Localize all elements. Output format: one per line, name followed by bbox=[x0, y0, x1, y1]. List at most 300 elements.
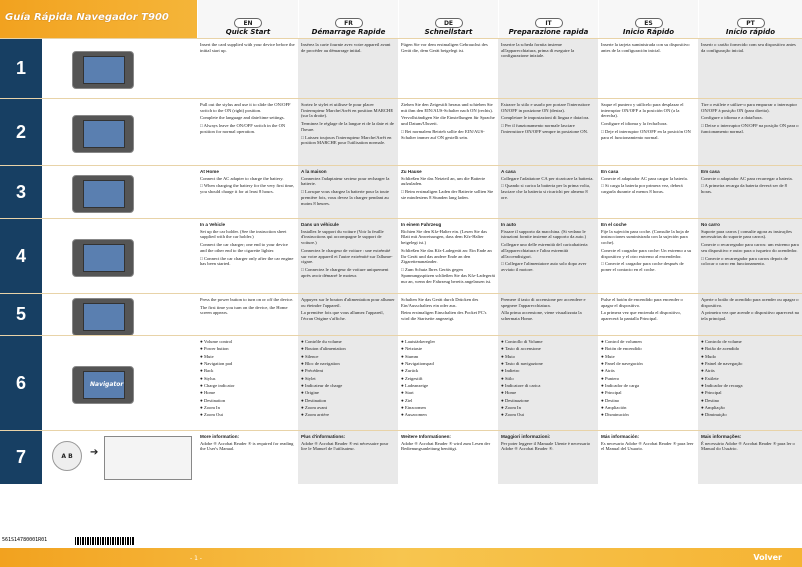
step-row-6 bbox=[0, 335, 802, 430]
component-label: Zoom Out bbox=[203, 412, 223, 418]
device-illustration bbox=[42, 166, 197, 218]
note-icon: □ bbox=[701, 255, 705, 261]
cell-text: Conecte el adaptador AC para cargar la batería. bbox=[601, 175, 688, 181]
cell-title: At Home bbox=[200, 169, 219, 174]
component-label: Back bbox=[203, 368, 214, 374]
component-label: Origine bbox=[304, 390, 319, 396]
cell-text: Set up the car holder. (See the instruction sheet supplied with the car holder.) bbox=[200, 228, 287, 240]
component-item bbox=[501, 398, 595, 404]
number-bullet-icon: ● bbox=[200, 397, 204, 403]
step-number: 7 bbox=[0, 431, 42, 484]
number-bullet-icon: ● bbox=[200, 382, 204, 388]
cell-text: Appuyez sur le bouton d'alimentation pour allumer ou éteindre l'appareil. bbox=[301, 297, 395, 308]
component-label: Lautstärkeregler bbox=[404, 339, 436, 344]
device-screen bbox=[83, 244, 125, 272]
note-item bbox=[401, 189, 495, 200]
cell-title: Más información: bbox=[601, 434, 640, 439]
component-item bbox=[501, 346, 595, 352]
step-row-1 bbox=[0, 38, 802, 98]
note-icon: □ bbox=[401, 267, 405, 273]
number-bullet-icon: ● bbox=[601, 412, 605, 418]
cell-title: Dans un véhicule bbox=[301, 222, 339, 227]
cell-text: Fügen Sie vor dem erstmaligen Gebrauchst des Gerät die, dem Gerät beigelegt ist. bbox=[401, 42, 488, 53]
cell-text: A primeira vez que acende o dispositivo aparecerá na tela principal. bbox=[701, 310, 799, 322]
cell-title: Maggiori informazioni: bbox=[501, 434, 551, 439]
component-label: Ampliação bbox=[704, 404, 725, 410]
component-item bbox=[401, 368, 495, 374]
component-label: Atrás bbox=[704, 368, 715, 374]
note-text: Lorsque vous chargez la batterie pour la toute première fois, vous devez la charger pendant au moins 8 heures. bbox=[301, 189, 389, 206]
step-cell-es bbox=[598, 39, 698, 98]
component-item bbox=[200, 398, 295, 404]
component-item bbox=[401, 339, 495, 345]
note-text: Bei normalem Betrieb sollte der EIN/AUS-Schalter immer auf ON gestellt sein. bbox=[401, 128, 485, 140]
step-cell-fr bbox=[298, 431, 398, 484]
component-label: Ampliación bbox=[604, 404, 627, 410]
cell-title: Weitere Informationen: bbox=[401, 434, 451, 439]
component-label: Indietro bbox=[504, 368, 520, 374]
note-text: Deixe o interruptor ON/OFF na posição ON para o funcionamento normal. bbox=[701, 123, 799, 134]
component-label: Destination bbox=[203, 397, 226, 403]
component-item bbox=[601, 412, 695, 418]
step-cell-fr bbox=[298, 99, 398, 165]
number-bullet-icon: ● bbox=[601, 353, 605, 359]
component-label: Estilete bbox=[704, 375, 719, 381]
note-icon: □ bbox=[701, 183, 705, 189]
component-item bbox=[601, 361, 695, 367]
note-text: Collegare l'alimentatore auto solo dopo aver avviato il motore. bbox=[501, 261, 587, 273]
lang-header-es bbox=[598, 0, 698, 38]
number-bullet-icon: ● bbox=[301, 404, 305, 410]
note-item bbox=[301, 189, 395, 206]
cell-title: In a Vehicle bbox=[200, 222, 226, 227]
number-bullet-icon: ● bbox=[200, 412, 204, 418]
note-text: Conecte o recarregador para carros depois de colocar o carro em funcionamento. bbox=[701, 255, 788, 267]
step-cell-en bbox=[197, 336, 298, 430]
number-bullet-icon: ● bbox=[401, 339, 405, 344]
number-bullet-icon: ● bbox=[301, 382, 305, 388]
note-icon: □ bbox=[301, 189, 305, 195]
cell-text: The first time you turn on the device, the Home screen appears. bbox=[200, 304, 288, 316]
cell-text: Press the power button to turn on or off the device. bbox=[200, 297, 294, 302]
number-bullet-icon: ● bbox=[501, 375, 505, 381]
component-item bbox=[701, 383, 799, 389]
note-icon: □ bbox=[501, 183, 505, 189]
step-cell-it bbox=[498, 219, 598, 293]
note-list bbox=[701, 123, 799, 134]
note-item bbox=[401, 129, 495, 140]
component-label: Zurück bbox=[404, 368, 419, 374]
component-label: Muto bbox=[504, 353, 515, 359]
step-cell-pt bbox=[698, 336, 802, 430]
lang-code-badge: ES bbox=[635, 18, 663, 28]
step-cell-it bbox=[498, 431, 598, 484]
component-label: Puntero bbox=[604, 375, 620, 381]
number-bullet-icon: ● bbox=[401, 412, 405, 418]
note-list bbox=[501, 261, 595, 272]
note-item bbox=[501, 261, 595, 272]
note-text: Connect the car charger only after the car engine has been started. bbox=[200, 255, 294, 267]
component-item bbox=[601, 398, 695, 404]
component-label: Diminuição bbox=[704, 412, 727, 418]
note-icon: □ bbox=[601, 128, 605, 134]
note-text: A primeira recarga da bateria deverá ser de 8 horas. bbox=[701, 183, 787, 195]
component-label: Destino bbox=[604, 397, 620, 403]
cell-text: Connect the car charger; one end to your device and the other end to the cigarette lighter. bbox=[200, 242, 288, 253]
component-item bbox=[200, 361, 295, 367]
step-cell-it bbox=[498, 336, 598, 430]
cell-text: Pulse el botón de encendido para encender o apagar el dispositivo. bbox=[601, 297, 683, 308]
component-item bbox=[701, 339, 799, 345]
component-label: Bloc de navigation bbox=[304, 360, 340, 366]
note-icon: □ bbox=[200, 183, 204, 189]
lang-header-pt bbox=[698, 0, 802, 38]
component-item bbox=[301, 398, 395, 404]
component-label: Destino bbox=[704, 397, 720, 403]
page-number: - 1 - bbox=[190, 555, 202, 562]
component-label: Auszoomen bbox=[404, 412, 427, 418]
component-item bbox=[401, 361, 495, 367]
component-label: Bouton d'alimentation bbox=[304, 346, 346, 352]
lang-title: Schnellstart bbox=[424, 28, 473, 36]
component-label: Indicatore di carica bbox=[504, 382, 541, 388]
lang-code-badge: EN bbox=[234, 18, 262, 28]
component-list bbox=[401, 339, 495, 418]
step-cell-de bbox=[398, 431, 498, 484]
footer-banner bbox=[0, 548, 802, 567]
component-label: Précédent bbox=[304, 368, 324, 374]
note-icon: □ bbox=[601, 183, 605, 189]
component-item bbox=[601, 390, 695, 396]
brand-title: Guía Rápida Navegador T900 bbox=[5, 12, 169, 23]
component-label: Ladeanzeige bbox=[404, 382, 429, 388]
number-bullet-icon: ● bbox=[301, 368, 305, 374]
step-number: 4 bbox=[0, 219, 42, 293]
cell-text: Beim erstmaligen Einschalten des Pocket PC's wird die Startseite angezeigt. bbox=[401, 310, 487, 322]
component-item bbox=[200, 346, 295, 352]
component-label: Tasto di accensione bbox=[504, 346, 541, 352]
number-bullet-icon: ● bbox=[200, 404, 204, 410]
step-cell-pt bbox=[698, 294, 802, 335]
component-item bbox=[401, 354, 495, 360]
cell-title: A casa bbox=[501, 169, 516, 174]
note-item bbox=[401, 267, 495, 284]
note-icon: □ bbox=[501, 261, 505, 267]
number-bullet-icon: ● bbox=[301, 397, 305, 403]
cell-text: Configure o idioma e a data/hora. bbox=[701, 115, 763, 121]
step-cell-fr bbox=[298, 294, 398, 335]
component-label: Botón de encendido bbox=[604, 346, 642, 352]
component-item bbox=[501, 412, 595, 418]
note-list bbox=[601, 183, 695, 194]
component-label: Zeigestift bbox=[404, 375, 423, 381]
number-bullet-icon: ● bbox=[401, 346, 405, 352]
component-list bbox=[501, 339, 595, 418]
cell-title: No carro bbox=[701, 222, 720, 227]
note-icon: □ bbox=[401, 128, 405, 134]
note-icon: □ bbox=[200, 255, 204, 261]
cell-text: Connectez l'adaptateur secteur pour recharger la batterie. bbox=[301, 175, 390, 187]
component-item bbox=[501, 354, 595, 360]
number-bullet-icon: ● bbox=[601, 397, 605, 403]
component-label: Contrôle du volume bbox=[304, 339, 342, 344]
component-item bbox=[401, 398, 495, 404]
component-item bbox=[200, 339, 295, 345]
component-label: Navigationspad bbox=[404, 360, 434, 366]
number-bullet-icon: ● bbox=[701, 382, 705, 388]
cell-text: Ziehen Sie den Zeigestift heraus und schieben Sie mit ihm den EIN/AUS-Schalter nach ON (rechts). bbox=[401, 102, 493, 113]
cell-title: In auto bbox=[501, 222, 517, 227]
number-bullet-icon: ● bbox=[501, 412, 505, 418]
component-item bbox=[301, 405, 395, 411]
step-cell-en bbox=[197, 39, 298, 98]
note-text: Si carga la batería por primera vez, deberá cargarla durante al menos 8 horas. bbox=[601, 183, 683, 195]
component-item bbox=[701, 376, 799, 382]
arrow-right-icon: ➔ bbox=[90, 447, 99, 458]
component-label: Netztaste bbox=[404, 346, 423, 352]
cell-text: Complete the language and date/time settings. bbox=[200, 115, 285, 121]
cell-text: Pull out the stylus and use it to slide the ON/OFF switch to the ON (right) position. bbox=[200, 102, 291, 113]
barcode-number: 561S14780001R01 bbox=[2, 537, 48, 543]
step-cell-de bbox=[398, 219, 498, 293]
cell-text: Configure el idioma y la fecha/hora. bbox=[601, 121, 668, 127]
note-list bbox=[200, 123, 295, 134]
note-icon: □ bbox=[601, 261, 605, 267]
number-bullet-icon: ● bbox=[601, 382, 605, 388]
component-item bbox=[601, 405, 695, 411]
device-image bbox=[72, 115, 134, 153]
cell-text: La première fois que vous allumez l'appareil, l'écran Origine s'affiche. bbox=[301, 310, 384, 322]
device-illustration bbox=[42, 39, 197, 98]
note-item bbox=[301, 135, 395, 146]
note-item bbox=[601, 261, 695, 272]
lang-title: Inicio Rápido bbox=[622, 28, 675, 36]
cell-text: Schließen Sie das Kfz-Ladegerät an: Ein Ende an Ihr Gerät und das andere Ende an den Zigarettenanzünder. bbox=[401, 247, 492, 265]
component-label: Navigation pad bbox=[203, 360, 233, 366]
cell-text: Premere il tasto di accensione per accendere e spegnere l'apparecchiatura. bbox=[501, 297, 586, 308]
cell-text: Inserte la tarjeta suministrada con su dispositivo antes de la configuración inicial. bbox=[601, 42, 690, 53]
component-label: Zoom In bbox=[504, 404, 521, 410]
component-label: Principal bbox=[604, 390, 622, 396]
note-text: Always leave the ON/OFF switch in the ON position for normal operation. bbox=[200, 123, 286, 134]
lang-header-fr bbox=[298, 0, 398, 38]
note-text: Quando si carica la batteria per la prima volta, lasciare che la batteria si ricarichi per almeno 8 ore. bbox=[501, 183, 591, 200]
number-bullet-icon: ● bbox=[401, 375, 405, 381]
note-list bbox=[601, 129, 695, 140]
note-icon: □ bbox=[200, 123, 204, 129]
cell-text: Conecte o recarregador para carros: um extremo para seu dispositivo e outro para o isqueiro do acendedor. bbox=[701, 242, 799, 253]
note-list bbox=[701, 183, 799, 194]
note-text: When charging the battery for the very first time, you should charge it for at least 8 hours. bbox=[200, 183, 295, 195]
device-screen bbox=[83, 120, 125, 148]
step-cell-en bbox=[197, 431, 298, 484]
cell-text: Tire o estilete e utilize-o para empurrar o interruptor ON/OFF à posição ON (para direita). bbox=[701, 102, 798, 113]
number-bullet-icon: ● bbox=[301, 390, 305, 396]
screen-logo-text: Navigator bbox=[90, 380, 124, 388]
note-item bbox=[200, 183, 295, 194]
device-illustration bbox=[42, 99, 197, 165]
cell-text: Collegare l'adattatore CA per ricaricare la batteria. bbox=[501, 175, 594, 181]
number-bullet-icon: ● bbox=[401, 397, 405, 403]
note-text: Zum Schutz Ihres Geräts gegen Spannungsspitzen schließen Sie das Kfz-Ladegerät nur an, wenn der Fahrzeug bereits angelassen ist. bbox=[401, 267, 495, 284]
component-item bbox=[301, 412, 395, 418]
device-illustration bbox=[42, 294, 197, 335]
component-label: Mute bbox=[604, 353, 615, 359]
cell-title: Zu Hause bbox=[401, 169, 422, 174]
step-number: 6 bbox=[0, 336, 42, 430]
component-label: Botão de acendido bbox=[704, 346, 740, 352]
step-cell-en bbox=[197, 99, 298, 165]
cell-text: Es necesario Adobe ® Acrobat Reader ® para leer el Manual del Usuario. bbox=[601, 440, 694, 452]
note-item bbox=[701, 256, 799, 267]
cell-text: Insérez la carte fournie avec votre appareil avant de procéder au démarrage initial. bbox=[301, 42, 391, 53]
component-label: Indicateur de charge bbox=[304, 382, 343, 388]
component-label: Ziel bbox=[404, 397, 413, 403]
component-item bbox=[200, 368, 295, 374]
component-list bbox=[601, 339, 695, 418]
component-item bbox=[401, 390, 495, 396]
component-item bbox=[401, 412, 495, 418]
steps-table bbox=[0, 38, 802, 522]
cell-text: La primera vez que encienda el dispositivo, aparecerá la pantalla Principal. bbox=[601, 310, 681, 322]
step-cell-it bbox=[498, 39, 598, 98]
component-label: Controlo de volume bbox=[704, 339, 742, 344]
note-text: Conecte el cargador para coche después de poner el contacto en el coche. bbox=[601, 261, 684, 273]
component-item bbox=[501, 368, 595, 374]
component-item bbox=[301, 368, 395, 374]
step-cell-pt bbox=[698, 219, 802, 293]
number-bullet-icon: ● bbox=[701, 375, 705, 381]
step-row-2 bbox=[0, 98, 802, 165]
device-image bbox=[72, 366, 134, 404]
cell-text: Alla prima accensione, viene visualizzata la schermata Home. bbox=[501, 310, 582, 322]
cell-text: Completare le impostazioni di lingua e data/ora. bbox=[501, 115, 590, 121]
number-bullet-icon: ● bbox=[200, 339, 204, 344]
component-item bbox=[601, 383, 695, 389]
cell-text: Schalten Sie das Gerät durch Drücken des Ein/Ausschalters ein oder aus. bbox=[401, 297, 479, 308]
number-bullet-icon: ● bbox=[701, 390, 705, 396]
number-bullet-icon: ● bbox=[200, 346, 204, 352]
step-cell-pt bbox=[698, 166, 802, 218]
cell-text: Inserire la scheda fornita insieme all'apparecchiatura, prima di eseguire la configurazione iniziale. bbox=[501, 42, 575, 59]
lang-code-badge: PT bbox=[737, 18, 765, 28]
component-label: Home bbox=[203, 390, 216, 396]
component-item bbox=[501, 376, 595, 382]
cell-text: Collegare uno delle estremità del caricabatteria all'apparecchiatura e l'altra estremità all'accendisigari. bbox=[501, 242, 588, 259]
cell-text: Fije la sujeción para coche. (Consulte la hoja de instrucciones suministrada con la sujeción para coche). bbox=[601, 228, 690, 246]
number-bullet-icon: ● bbox=[701, 397, 705, 403]
cell-text: Terminez le réglage de la langue et de la date et de l'heure. bbox=[301, 121, 394, 132]
step-cell-fr bbox=[298, 39, 398, 98]
component-label: Zoom In bbox=[203, 404, 220, 410]
cell-text: Richten Sie den Kfz-Halter ein. (Lesen Sie das Blatt mit Anweisungen, dass dem Kfz-Halter beigelegt ist.) bbox=[401, 228, 487, 246]
component-label: Atrás bbox=[604, 368, 615, 374]
step-cell-pt bbox=[698, 99, 802, 165]
cell-text: Insert the card supplied with your device before the initial start up. bbox=[200, 42, 295, 53]
device-illustration bbox=[42, 336, 197, 430]
component-item bbox=[601, 339, 695, 345]
step-cell-fr bbox=[298, 166, 398, 218]
lang-code-badge: IT bbox=[535, 18, 563, 28]
component-item bbox=[401, 405, 495, 411]
back-link[interactable]: Volver bbox=[753, 553, 782, 562]
cell-text: Connect the AC adapter to charge the battery. bbox=[200, 175, 284, 181]
number-bullet-icon: ● bbox=[601, 339, 605, 344]
step-row-5 bbox=[0, 293, 802, 335]
component-label: Volume control bbox=[203, 339, 233, 344]
step-cell-pt bbox=[698, 39, 802, 98]
component-item bbox=[200, 354, 295, 360]
note-item bbox=[701, 183, 799, 194]
component-label: Mudo bbox=[704, 353, 716, 359]
component-label: Stylet bbox=[304, 375, 316, 381]
note-item bbox=[200, 256, 295, 267]
cell-title: In einem Fahrzeug bbox=[401, 222, 442, 227]
step-cell-es bbox=[598, 294, 698, 335]
component-list bbox=[301, 339, 395, 418]
cell-title: Mais informações: bbox=[701, 434, 742, 439]
step-number: 2 bbox=[0, 99, 42, 165]
cell-text: É necessário Adobe ® Acrobat Reader ® para ler o Manual do Usuário. bbox=[701, 440, 795, 452]
cell-text: Vervollständigen Sie die Einstellungen für Sprache und Datum/Uhrzeit. bbox=[401, 115, 495, 127]
component-item bbox=[200, 412, 295, 418]
note-list bbox=[401, 129, 495, 140]
number-bullet-icon: ● bbox=[701, 346, 705, 352]
component-item bbox=[301, 354, 395, 360]
component-item bbox=[601, 368, 695, 374]
note-list bbox=[301, 189, 395, 206]
component-label: Power button bbox=[203, 346, 229, 352]
installer-window-image bbox=[104, 436, 192, 480]
component-item bbox=[200, 383, 295, 389]
cell-text: Connectez le chargeur de voiture : une extrémité sur votre appareil et l'autre extrémité sur l'allume-cigare. bbox=[301, 247, 393, 265]
cell-title: En el coche bbox=[601, 222, 627, 227]
number-bullet-icon: ● bbox=[301, 346, 305, 352]
component-item bbox=[701, 346, 799, 352]
number-bullet-icon: ● bbox=[301, 339, 305, 344]
component-item bbox=[601, 376, 695, 382]
component-label: Einzoomen bbox=[404, 404, 426, 410]
note-list bbox=[601, 261, 695, 272]
step-number: 1 bbox=[0, 39, 42, 98]
note-list bbox=[501, 183, 595, 200]
number-bullet-icon: ● bbox=[200, 368, 204, 374]
number-bullet-icon: ● bbox=[200, 353, 204, 359]
cell-text: Conecte el cargador para coche: Un extremo a su dispositivo y el otro extremo al encendedor. bbox=[601, 247, 692, 259]
step-cell-de bbox=[398, 336, 498, 430]
number-bullet-icon: ● bbox=[401, 382, 405, 388]
device-screen bbox=[83, 371, 125, 399]
component-item bbox=[701, 405, 799, 411]
note-item bbox=[701, 123, 799, 134]
note-icon: □ bbox=[301, 134, 305, 140]
barcode-bars bbox=[75, 537, 135, 545]
cell-text: Installez le support du voiture (Voir la feuille d'instructions qui accompagne le support de voiture.) bbox=[301, 228, 384, 246]
number-bullet-icon: ● bbox=[401, 390, 405, 396]
device-illustration bbox=[42, 431, 197, 484]
cell-text: Estrarre lo stilo e usarlo per portare l'interruttore ON/OFF in posizione ON (destra). bbox=[501, 102, 590, 113]
number-bullet-icon: ● bbox=[601, 368, 605, 374]
cell-text: Inserir o cartão fornecido com seu dispositivo antes da configuração inicial. bbox=[701, 42, 796, 53]
number-bullet-icon: ● bbox=[401, 404, 405, 410]
step-number: 5 bbox=[0, 294, 42, 335]
number-bullet-icon: ● bbox=[301, 353, 305, 359]
cell-title: More information: bbox=[200, 434, 240, 439]
component-label: Charge indicator bbox=[203, 382, 235, 388]
note-list bbox=[200, 256, 295, 267]
component-item bbox=[501, 383, 595, 389]
component-item bbox=[401, 346, 495, 352]
